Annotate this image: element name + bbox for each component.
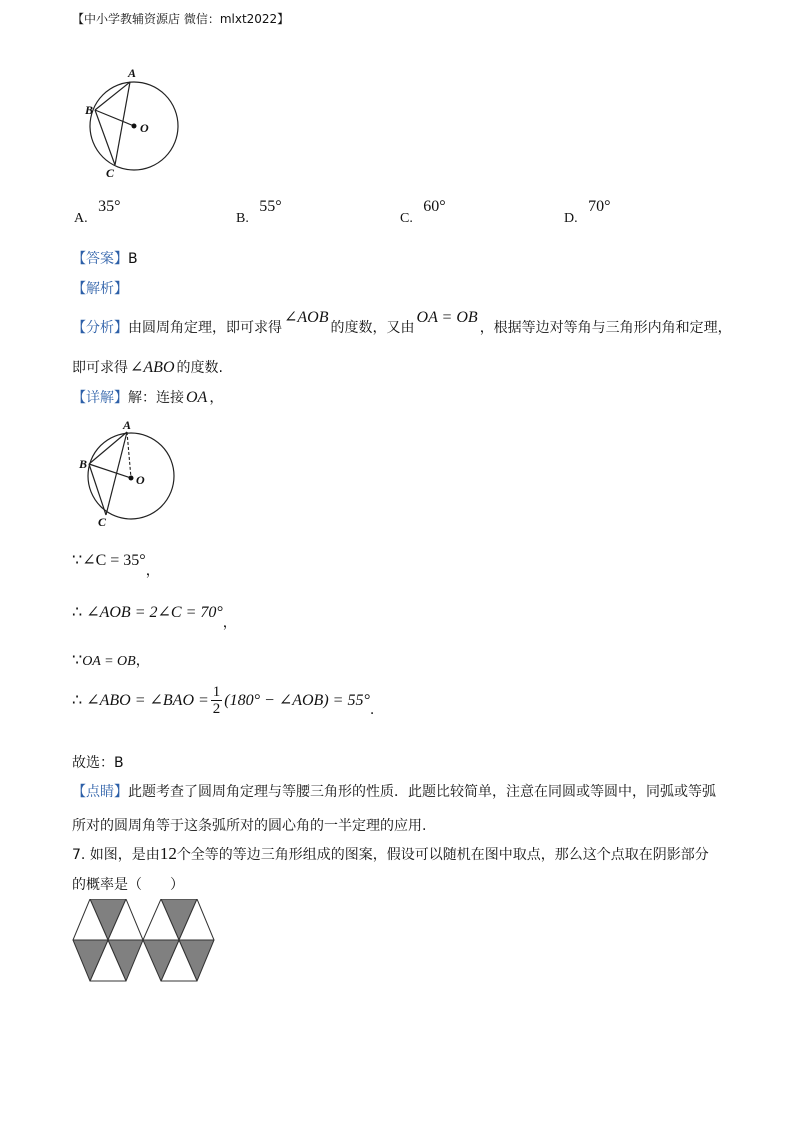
fraction-denominator: 2 <box>212 700 221 717</box>
option-letter: C. <box>400 211 413 226</box>
dianjing-text: 此题考查了圆周角定理与等腰三角形的性质．此题比较简单，注意在同圆或等圆中，同弧或等弧 <box>128 784 716 800</box>
q7-line-1 <box>72 844 709 864</box>
math-oa-eq-ob: OA = OB <box>416 309 478 326</box>
label-o: O <box>136 473 145 487</box>
answer-line <box>72 248 138 268</box>
fenxi-text: 由圆周角定理，即可求得 <box>128 320 282 336</box>
fenxi-text: 的度数，又由 <box>330 320 415 336</box>
fenxi-text: 即可求得 <box>72 360 128 376</box>
math-angle-aob-eq: ∠AOB = 2∠C = 70° <box>86 604 223 621</box>
label-c: C <box>106 166 115 180</box>
segment-bo <box>89 464 131 478</box>
detail-text: ， <box>209 390 224 406</box>
punct: ， <box>135 653 150 669</box>
segment-ab <box>95 82 130 110</box>
segment-oa-dashed <box>127 432 131 478</box>
option-c[interactable] <box>400 198 446 226</box>
option-letter: A. <box>74 211 88 226</box>
q7-text: 7. 如图，是由 <box>72 847 160 863</box>
option-value: 55° <box>259 198 282 215</box>
answer-tag: 【答案】 <box>72 251 128 267</box>
option-value: 35° <box>98 198 121 215</box>
fenxi-tag: 【分析】 <box>72 320 128 336</box>
circle-figure-1 <box>82 64 186 180</box>
detail-tag: 【详解】 <box>72 390 128 406</box>
math-angle-abo: ∠ABO <box>130 359 175 376</box>
answer-value: B <box>128 251 138 267</box>
therefore-symbol: ∴ <box>72 692 83 709</box>
detail-text: 解：连接 <box>128 390 184 406</box>
option-b[interactable] <box>236 198 282 226</box>
because-symbol: ∵ <box>72 552 83 569</box>
detail-line <box>72 387 223 407</box>
option-letter: B. <box>236 211 249 226</box>
because-symbol: ∵ <box>72 652 83 669</box>
option-d[interactable] <box>564 198 611 226</box>
fenxi-line-2 <box>72 357 223 377</box>
option-letter: D. <box>564 211 578 226</box>
label-a: A <box>128 66 137 80</box>
fenxi-text: 的度数. <box>176 360 223 376</box>
dianjing-line-1 <box>72 781 716 801</box>
fenxi-line-1 <box>72 309 732 337</box>
choice-line: 故选：B <box>72 755 124 771</box>
hexagon-pattern-figure <box>72 899 216 983</box>
label-a: A <box>123 418 132 432</box>
segment-ab <box>89 432 127 464</box>
center-point <box>129 476 134 481</box>
math-oa: OA <box>186 389 208 406</box>
header-text: 【中小学教辅资源店 微信：mlxt2022】 <box>72 12 290 26</box>
math-oa-ob: OA = OB <box>82 654 136 669</box>
label-c: C <box>98 515 107 529</box>
step-2 <box>72 602 237 631</box>
q7-text: 个全等的等边三角形组成的图案，假设可以随机在图中取点，那么这个点取在阴影部分 <box>176 847 709 863</box>
fenxi-text: ，根据等边对等角与三角形内角和定理， <box>479 320 732 336</box>
dianjing-line-2: 所对的圆周角等于这条弧所对的圆心角的一半定理的应用. <box>72 818 427 834</box>
segment-bo <box>95 110 134 126</box>
label-b: B <box>79 457 88 471</box>
punct: ， <box>222 615 237 631</box>
center-point <box>132 124 137 129</box>
math-angle-c: ∠C = 35° <box>82 552 146 569</box>
therefore-symbol: ∴ <box>72 604 83 621</box>
option-value: 70° <box>588 198 611 215</box>
option-a[interactable] <box>74 198 121 226</box>
option-value: 60° <box>423 198 446 215</box>
punct: . <box>369 702 375 718</box>
segment-bc <box>95 110 115 165</box>
q7-line-2: 的概率是（ ） <box>72 877 184 893</box>
fraction-half <box>211 684 223 717</box>
math-angle-abo-eq: ∠ABO = ∠BAO = <box>86 692 209 709</box>
step-1 <box>72 550 160 579</box>
label-o: O <box>140 121 149 135</box>
segment-bc <box>89 464 106 515</box>
punct: ， <box>145 563 160 579</box>
q7-number: 12 <box>159 844 177 863</box>
math-angle-aob: ∠AOB <box>284 309 329 326</box>
math-paren-expr: (180° − ∠AOB) = 55° <box>224 692 370 709</box>
circle-figure-2 <box>76 418 180 530</box>
step-3 <box>72 650 150 670</box>
label-b: B <box>85 103 94 117</box>
analysis-tag: 【解析】 <box>72 281 128 297</box>
dianjing-tag: 【点睛】 <box>72 784 128 800</box>
step-4 <box>72 680 374 720</box>
fraction-numerator: 1 <box>212 683 221 700</box>
